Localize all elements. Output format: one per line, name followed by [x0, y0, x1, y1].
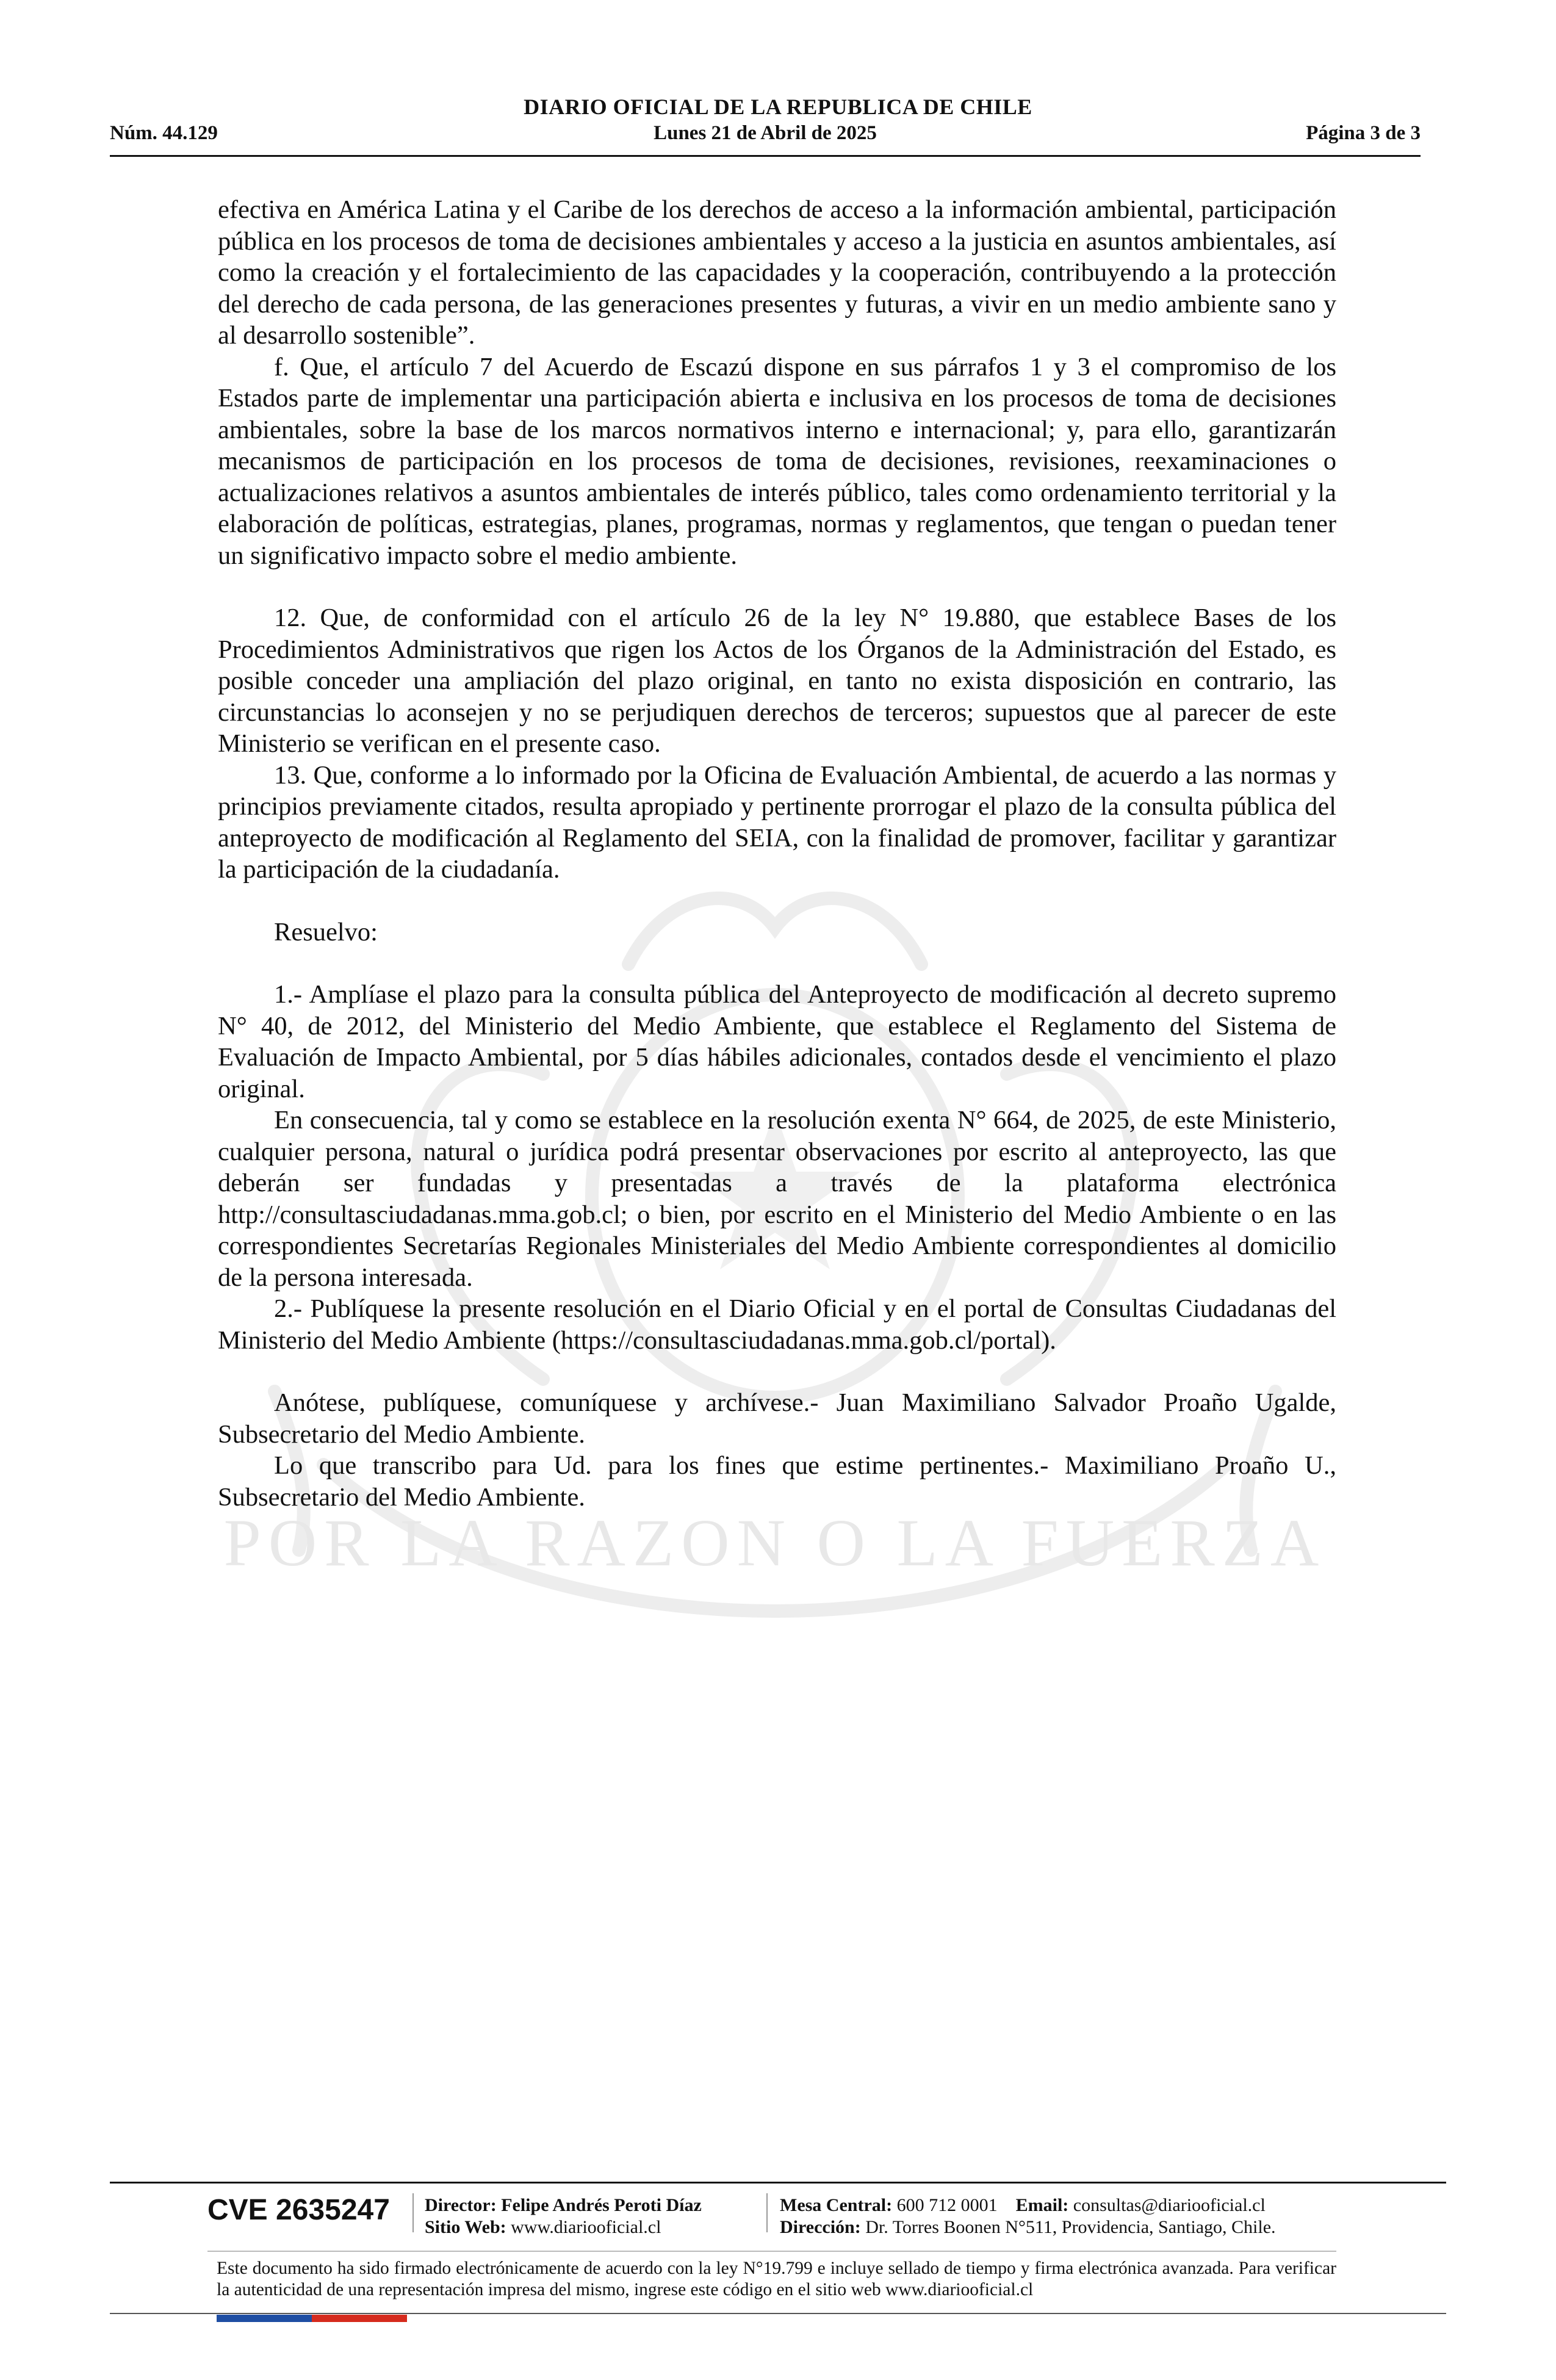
paragraph: 2.- Publíquese la presente resolución en el Diario Oficial y en el portal de Consultas Ciudadanas del Ministerio del Medio Ambiente (https://consultasciudadanas.mma.gob.cl/portal).: [218, 1294, 1336, 1355]
paragraph: En consecuencia, tal y como se establece en la resolución exenta N° 664, de 2025, de este Ministerio, cualquier persona, natural o jurídica podrá presentar observaciones por escrito al anteproyecto, las que deberán ser fundadas y presentadas a través de la plataforma electrónica http://consultasciudadanas.mma.gob.cl; o bien, por escrito en el Ministerio del Medio Ambiente o en las correspondientes Secretarías Regionales Ministeriales del Medio Ambiente correspondientes al domicilio de la persona interesada.: [218, 1106, 1336, 1292]
phone-label: Mesa Central:: [780, 2195, 893, 2215]
paragraph: efectiva en América Latina y el Caribe de los derechos de acceso a la información ambiental, participación pública en los procesos de toma de decisiones ambientales y acceso a la justicia en asuntos ambientales, así como la creación y el fortalecimiento de las capacidades y la cooperación, contribuyendo a la protección del derecho de cada persona, de las generaciones presentes y futuras, a vivir en un medio ambiente sano y al desarrollo sostenible”.: [218, 195, 1336, 350]
paragraph: Lo que transcribo para Ud. para los fines que estime pertinentes.- Maximiliano Proaño U., Subsecretario del Medio Ambiente.: [218, 1451, 1336, 1512]
paragraph: Anótese, publíquese, comuníquese y archívese.- Juan Maximiliano Salvador Proaño Ugalde, Subsecretario del Medio Ambiente.: [218, 1388, 1336, 1449]
director-label: Director:: [425, 2195, 497, 2215]
header-divider: [110, 155, 1421, 157]
watermark-motto: POR LA RAZON O LA FUERZA: [223, 1506, 1327, 1580]
footer-separator: [412, 2193, 414, 2232]
site-label: Sitio Web:: [425, 2217, 506, 2237]
address: Dr. Torres Boonen N°511, Providencia, Santiago, Chile.: [865, 2217, 1276, 2237]
director-name: Felipe Andrés Peroti Díaz: [501, 2195, 702, 2215]
paragraph: 1.- Amplíase el plazo para la consulta pública del Anteproyecto de modificación al decreto supremo N° 40, de 2012, del Ministerio del Medio Ambiente, que establece el Reglamento del Sistema de Evaluación de Impacto Ambiental, por 5 días hábiles adicionales, contados desde el vencimiento el plazo original.: [218, 980, 1336, 1103]
cve-code: CVE 2635247: [207, 2194, 390, 2226]
email-link[interactable]: consultas@diariooficial.cl: [1073, 2195, 1266, 2215]
footer-divider: [207, 2251, 1336, 2252]
phone-number: 600 712 0001: [896, 2195, 998, 2215]
newspaper-title: DIARIO OFICIAL DE LA REPUBLICA DE CHILE: [524, 95, 1032, 119]
address-label: Dirección:: [780, 2217, 861, 2237]
email-label: Email:: [1015, 2195, 1069, 2215]
header-row: [110, 122, 1421, 145]
issue-number: Núm. 44.129: [110, 122, 218, 144]
footer-director-block: [425, 2194, 702, 2238]
footer-divider: [110, 2313, 1446, 2314]
signature-note: Este documento ha sido firmado electrónicamente de acuerdo con la ley N°19.799 e incluye sellado de tiempo y firma electrónica avanzada. Para verificar la autenticidad de una representación impresa del mismo, ingrese este código en el sitio web www.diariooficial.cl: [217, 2259, 1336, 2299]
flag-red-segment: [312, 2315, 407, 2322]
site-link[interactable]: www.diariooficial.cl: [511, 2217, 661, 2237]
flag-color-bar: [217, 2315, 407, 2322]
resolution-heading: Resuelvo:: [274, 917, 378, 947]
paragraph: 13. Que, conforme a lo informado por la Oficina de Evaluación Ambiental, de acuerdo a las normas y principios previamente citados, resulta apropiado y pertinente prorrogar el plazo de la consulta pública del anteproyecto de modificación al Reglamento del SEIA, con la finalidad de promover, facilitar y garantizar la participación de la ciudadanía.: [218, 760, 1336, 884]
footer-contact-block: [780, 2194, 1276, 2238]
issue-date: Lunes 21 de Abril de 2025: [654, 122, 877, 144]
paragraph: 12. Que, de conformidad con el artículo 26 de la ley N° 19.880, que establece Bases de los Procedimientos Administrativos que rigen los Actos de los Órganos de la Administración del Estado, es posible conceder una ampliación del plazo original, en tanto no exista disposición en contrario, las circunstancias lo aconsejen y no se perjudiquen derechos de terceros; supuestos que al parecer de este Ministerio se verifican en el presente caso.: [218, 604, 1336, 758]
footer-separator: [766, 2193, 768, 2232]
flag-blue-segment: [217, 2315, 312, 2322]
paragraph: f. Que, el artículo 7 del Acuerdo de Escazú dispone en sus párrafos 1 y 3 el compromiso de los Estados parte de implementar una participación abierta e inclusiva en los procesos de toma de decisiones ambientales, sobre la base de los marcos normativos interno e internacional; y, para ello, garantizarán mecanismos de participación en los procesos de toma de decisiones, revisiones, reexaminaciones o actualizaciones relativos a asuntos ambientales de interés público, tales como ordenamiento territorial y la elaboración de políticas, estrategias, planes, programas, normas y reglamentos, que tengan o puedan tener un significativo impacto sobre el medio ambiente.: [218, 352, 1336, 570]
footer-divider: [110, 2182, 1446, 2183]
page-indicator: Página 3 de 3: [1306, 122, 1421, 144]
document-body: [218, 194, 1336, 1513]
